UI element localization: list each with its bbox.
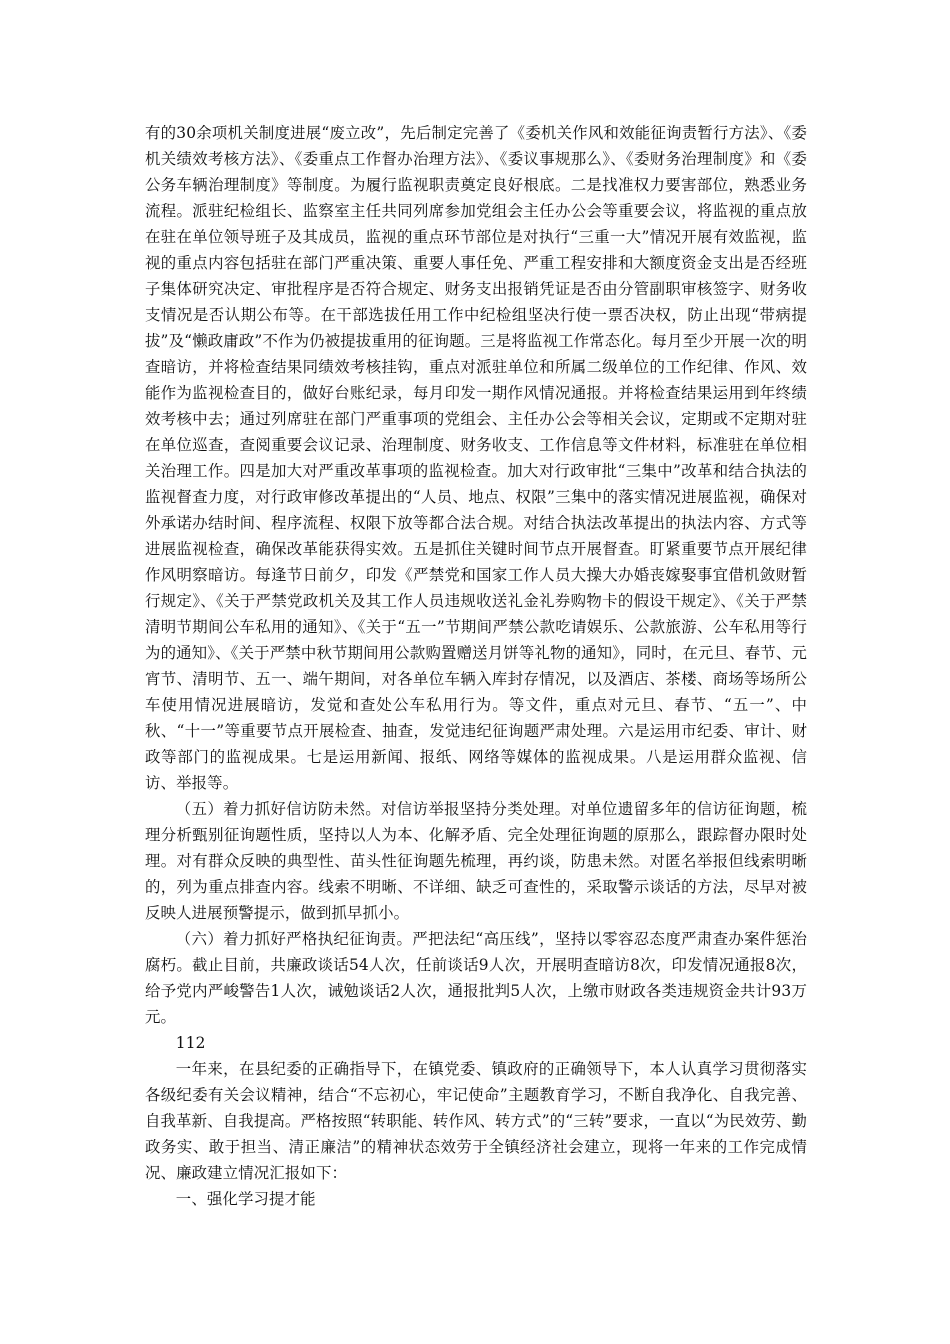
body-paragraph-discipline-enforcement: （六）着力抓好严格执纪征询责。严把法纪“高压线”，坚持以零容忍态度严肃查办案件惩治腐朽。截止目前，共廉政谈话54人次，任前谈话9人次，开展明查暗访8次，印发情况通报8次，给予党内严峻警告1人次，诫勉谈话2人次，通报批判5人次，上缴市财政各类违规资金共计93万元。 bbox=[145, 930, 807, 1026]
body-paragraph-petition-handling: （五）着力抓好信访防未然。对信访举报坚持分类处理。对单位遗留多年的信访征询题，梳理分析甄别征询题性质，坚持以人为本、化解矛盾、完全处理征询题的原那么，跟踪督办限时处理。对有群众反映的典型性、苗头性征询题先梳理，再约谈，防患未然。对匿名举报但线索明晰的，列为重点排查内容。线索不明晰、不详细、缺乏可查性的，采取警示谈话的方法，尽早对被反映人进展预警提示，做到抓早抓小。 bbox=[145, 800, 807, 922]
body-paragraph-annual-summary: 一年来，在县纪委的正确指导下，在镇党委、镇政府的正确领导下，本人认真学习贯彻落实各级纪委有关会议精神，结合“不忘初心，牢记使命”主题教育学习，不断自我净化、自我完善、自我革新、自我提高。严格按照“转职能、转作风、转方式”的“三转”要求，一直以“为民效劳、勤政务实、敢于担当、清正廉洁”的精神状态效劳于全镇经济社会建立，现将一年来的工作完成情况、廉政建立情况汇报如下： bbox=[145, 1060, 807, 1182]
document-page bbox=[145, 120, 807, 1212]
page-number-marker: 112 bbox=[175, 1034, 206, 1052]
body-paragraph-1: 有的30余项机关制度进展“废立改”，先后制定完善了《委机关作风和效能征询责暂行方法》、《委机关绩效考核方法》、《委重点工作督办治理方法》、《委议事规那么》、《委财务治理制度》和《委公务车辆治理制度》等制度。为履行监视职责奠定良好根底。二是找准权力要害部位，熟悉业务流程。派驻纪检组长、监察室主任共同列席参加党组会主任办公会等重要会议，将监视的重点放在驻在单位领导班子及其成员，监视的重点环节部位是对执行“三重一大”情况开展有效监视，监视的重点内容包括驻在部门严重决策、重要人事任免、严重工程安排和大额度资金支出是否经班子集体研究决定、审批程序是否符合规定、财务支出报销凭证是否由分管副职审核签字、财务收支情况是否认期公布等。在干部选拔任用工作中纪检组坚决行使一票否决权，防止出现“带病提拔”及“懒政庸政”不作为仍被提拔重用的征询题。三是将监视工作常态化。每月至少开展一次的明查暗访，并将检查结果同绩效考核挂钩，重点对派驻单位和所属二级单位的工作纪律、作风、效能作为监视检查目的，做好台账纪录，每月印发一期作风情况通报。并将检查结果运用到年终绩效考核中去；通过列席驻在部门严重事项的党组会、主任办公会等相关会议，定期或不定期对驻在单位巡查，查阅重要会议记录、治理制度、财务收支、工作信息等文件材料，标准驻在单位相关治理工作。四是加大对严重改革事项的监视检查。加大对行政审批“三集中”改革和结合执法的监视督查力度，对行政审修改革提出的“人员、地点、权限”三集中的落实情况进展监视，确保对外承诺办结时间、程序流程、权限下放等都合法合规。对结合执法改革提出的执法内容、方式等进展监视检查，确保改革能获得实效。五是抓住关键时间节点开展督查。盯紧重要节点开展纪律作风明察暗访。每逢节日前夕，印发《严禁党和国家工作人员大操大办婚丧嫁娶事宜借机敛财暂行规定》、《关于严禁党政机关及其工作人员违规收送礼金礼券购物卡的假设干规定》、《关于严禁清明节期间公车私用的通知》、《关于“五一”节期间严禁公款吃请娱乐、公款旅游、公车私用等行为的通知》、《关于严禁中秋节期间用公款购置赠送月饼等礼物的通知》，同时，在元旦、春节、元宵节、清明节、五一、端午期间，对各单位车辆入库封存情况，以及酒店、茶楼、商场等场所公车使用情况进展暗访，发觉和查处公车私用行为。等文件，重点对元旦、春节、“五一”、中秋、“十一”等重要节点开展检查、抽查，发觉违纪征询题严肃处理。六是运用市纪委、审计、财政等部门的监视成果。七是运用新闻、报纸、网络等媒体的监视成果。八是运用群众监视、信访、举报等。 bbox=[145, 124, 807, 792]
section-heading-study: 一、强化学习提才能 bbox=[175, 1190, 316, 1208]
